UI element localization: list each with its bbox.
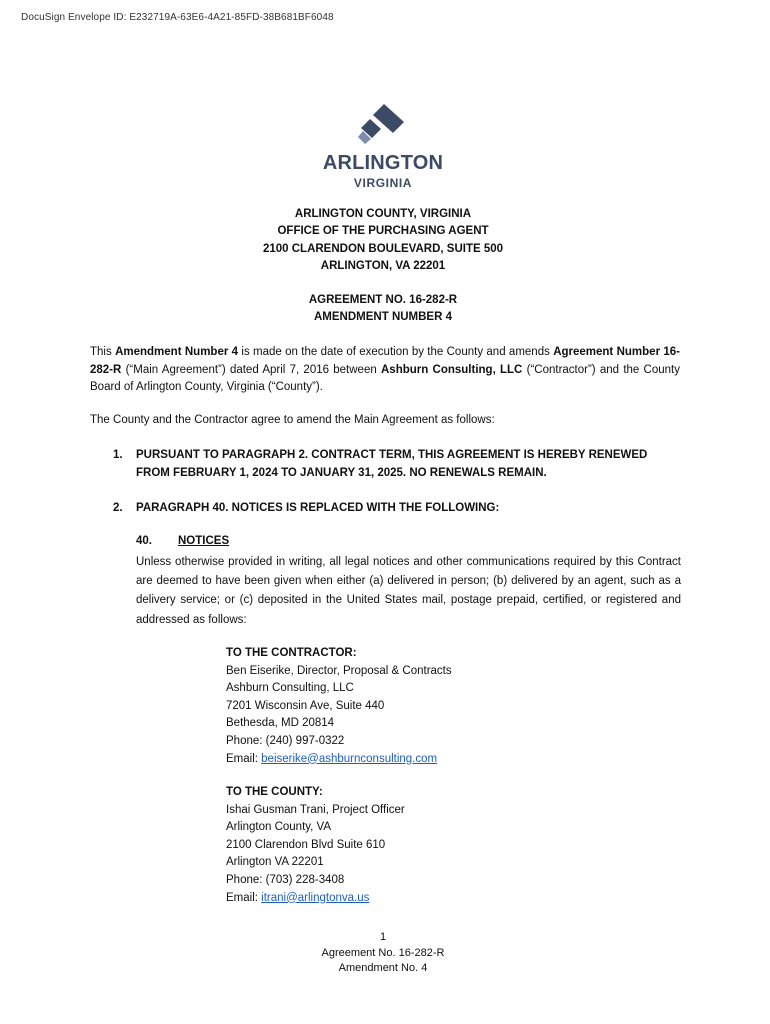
item-number: 2. (113, 502, 123, 514)
notices-heading (136, 535, 229, 547)
agreement-ref: Agreement Number 16-282-R (90, 346, 681, 376)
amendment-ref: Amendment Number 4 (115, 346, 239, 358)
docusign-envelope-id: DocuSign Envelope ID: E232719A-63E6-4A21-85FD-38B681BF6048 (21, 12, 334, 23)
page-number: 1 (379, 931, 387, 943)
header-line: 2100 CLARENDON BOULEVARD, SUITE 500 (262, 242, 504, 255)
county-email-line: Email: itrani@arlingtonva.us (226, 891, 370, 904)
arlington-logo-icon (354, 100, 408, 153)
header-line: ARLINGTON COUNTY, VIRGINIA (294, 208, 472, 220)
contractor-line: Bethesda, MD 20814 (226, 717, 335, 730)
item-text: PURSUANT TO PARAGRAPH 2. CONTRACT TERM, THIS AGREEMENT IS HEREBY RENEWED FROM FEBRUARY 1, 2024 TO JANUARY 31, 2025. NO RENEWALS REMAIN. (136, 449, 648, 479)
county-address-header (0, 206, 766, 275)
agreement-number: AGREEMENT NO. 16-282-R (308, 294, 458, 306)
county-heading: TO THE COUNTY: (226, 786, 323, 798)
contractor-line: Ashburn Consulting, LLC (226, 682, 354, 695)
intro-paragraph: This Amendment Number 4 is made on the date of execution by the County and amends Agreement Number 16-282-R (“Main Agreement”) dated April 7, 2016 between Ashburn Consulting, LLC (“Contractor”) and the County Board of Arlington County, Virginia (“County”). (90, 346, 681, 393)
contractor-email-line: Email: beiserike@ashburnconsulting.com (226, 752, 438, 765)
logo-subtitle: VIRGINIA (353, 176, 413, 190)
notices-number: 40. (136, 535, 152, 547)
header-line: ARLINGTON, VA 22201 (320, 259, 446, 272)
county-line: Arlington VA 22201 (226, 856, 324, 869)
page-footer (0, 930, 766, 977)
item-number: 1. (113, 449, 123, 461)
footer-agreement: Agreement No. 16-282-R (321, 946, 445, 959)
header-line: OFFICE OF THE PURCHASING AGENT (277, 225, 489, 238)
county-email-link[interactable]: itrani@arlingtonva.us (261, 891, 370, 904)
county-address-block (226, 784, 556, 907)
contractor-heading: TO THE CONTRACTOR: (226, 647, 357, 659)
county-line: Ishai Gusman Trani, Project Officer (226, 803, 405, 816)
contractor-email-link[interactable]: beiserike@ashburnconsulting.com (261, 752, 438, 765)
contractor-line: 7201 Wisconsin Ave, Suite 440 (226, 699, 385, 712)
contractor-name: Ashburn Consulting, LLC (381, 363, 523, 376)
amendment-item-1 (113, 447, 683, 482)
contractor-address-block (226, 645, 556, 768)
county-line: Arlington County, VA (226, 821, 332, 834)
amendment-item-2 (113, 500, 683, 518)
notices-title: NOTICES (178, 535, 230, 547)
agreement-title (0, 292, 766, 327)
notices-body: Unless otherwise provided in writing, all legal notices and other communications required by this Contract are deemed to have been given when either (a) delivered in person; (b) delivered by an agent, such as a delivery service; or (c) deposited in the United States mail, postage prepaid, certified, or registered and addressed as follows: (136, 556, 681, 626)
agree-line: The County and the Contractor agree to amend the Main Agreement as follows: (90, 414, 495, 426)
amendment-number: AMENDMENT NUMBER 4 (314, 311, 452, 324)
county-line: Phone: (703) 228-3408 (226, 873, 345, 886)
logo-name: ARLINGTON (322, 152, 444, 174)
item-text: PARAGRAPH 40. NOTICES IS REPLACED WITH THE FOLLOWING: (136, 502, 500, 514)
contractor-line: Ben Eiserike, Director, Proposal & Contracts (226, 664, 452, 677)
county-line: 2100 Clarendon Blvd Suite 610 (226, 838, 386, 851)
footer-amendment: Amendment No. 4 (338, 962, 428, 974)
contractor-line: Phone: (240) 997-0322 (226, 734, 345, 747)
